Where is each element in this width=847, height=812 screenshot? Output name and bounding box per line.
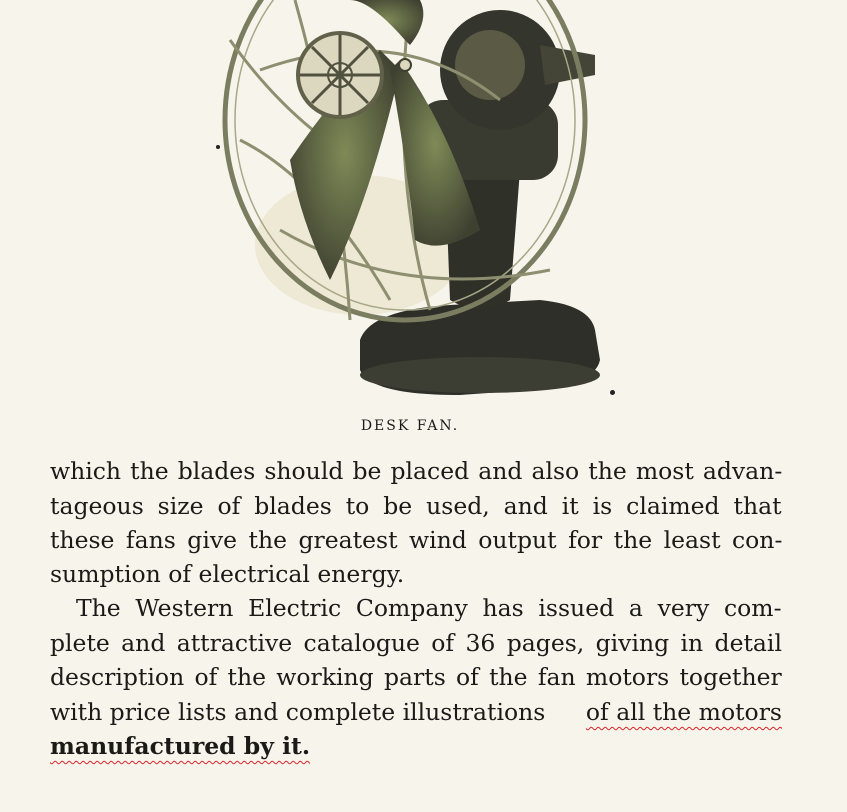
figure-caption: DESK FAN. (360, 418, 460, 434)
underlined-text: of all the motors (585, 698, 782, 726)
desk-fan-illustration (200, 0, 630, 410)
text-run: plete and attractive catalogue of 36 pages, giving in detail (50, 629, 782, 657)
paragraph-2-line-1 (76, 593, 782, 623)
print-speck (216, 145, 220, 149)
paragraph-2-line-3 (50, 662, 782, 692)
text-run: these fans give the greatest wind output for the least con- (50, 526, 783, 554)
text-run: which the blades should be placed and also the most advan- (50, 457, 783, 485)
paragraph-2-line-5 (50, 731, 782, 761)
text-run: description of the working parts of the fan motors together (50, 663, 782, 691)
paragraph-1-line-2 (50, 491, 782, 521)
underlined-text: manufactured by it. (50, 732, 311, 760)
paragraph-2-line-4 (50, 697, 782, 727)
paragraph-2-line-2 (50, 628, 782, 658)
text-run: with price lists and complete illustrations (50, 698, 546, 726)
text-run: The Western Electric Company has issued a very com- (76, 594, 782, 622)
paragraph-1-line-3 (50, 525, 782, 555)
paragraph-1-line-4 (50, 559, 782, 589)
text-run: tageous size of blades to be used, and it is claimed that (50, 492, 782, 520)
text-run: sumption of electrical energy. (50, 560, 405, 588)
print-speck (610, 390, 615, 395)
paragraph-1-line-1 (50, 456, 782, 486)
